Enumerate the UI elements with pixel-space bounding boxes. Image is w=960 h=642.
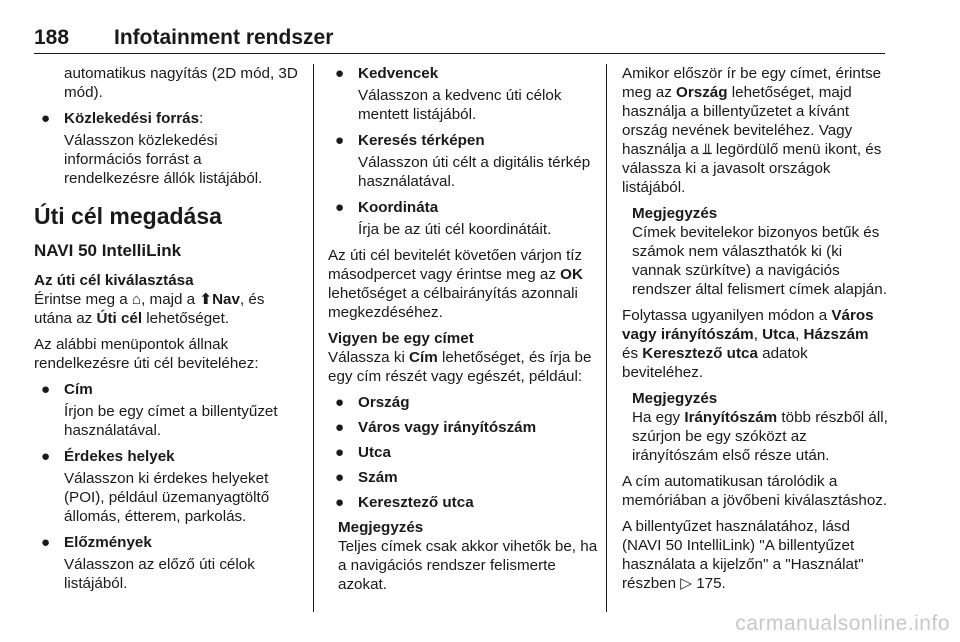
text-run: lehetőséget, és írja be egy cím részét vagy egészét, például: [328, 349, 592, 385]
bullet-icon: ● [335, 132, 345, 149]
cim-label: Cím [409, 349, 438, 366]
text-run: . [721, 575, 726, 592]
text-run: adatok beviteléhez. [622, 345, 808, 381]
note-text: Teljes címek csak akkor vihetők be, ha a navigációs rendszer felismerte azokat. [338, 538, 598, 593]
nav-label: Nav [212, 291, 240, 308]
item-desc: Írjon be egy címet a billentyűzet használatával. [64, 403, 278, 439]
bullet-icon: ● [41, 534, 51, 551]
menu-intro: Az alábbi menüpontok állnak rendelkezésre úti cél beviteléhez: [34, 336, 259, 372]
note-box [632, 389, 888, 465]
varos-label: Város vagy irányítószám [622, 307, 874, 343]
bullet-icon: ● [335, 394, 345, 411]
nav-arrow-icon: ⬆ [199, 291, 213, 308]
page-ref-icon: ▷ [680, 575, 692, 592]
column-2 [328, 64, 598, 601]
text-run: Válassza ki [328, 349, 410, 366]
item-term: Előzmények [64, 534, 152, 551]
item-term: Keresés térképen [358, 132, 485, 149]
item-term: Közlekedési forrás [64, 110, 200, 127]
list-item [328, 131, 598, 191]
utca-label: Utca [762, 326, 796, 343]
address-paragraph [328, 329, 598, 386]
list-item [328, 64, 598, 124]
orszag-label: Ország [676, 84, 728, 101]
note-title: Megjegyzés [338, 519, 424, 536]
item-term: Szám [358, 469, 398, 486]
note-title: Megjegyzés [632, 205, 718, 222]
section-title: Az úti cél kiválasztása [34, 272, 194, 289]
text-run: legördülő menü ikont, és válassza ki a javasolt országok listájából. [622, 141, 882, 196]
country-paragraph [622, 64, 888, 197]
item-desc: Válasszon közlekedési információs forrást a rendelkezésre állók listájából. [64, 132, 263, 187]
item-term: Érdekes helyek [64, 448, 175, 465]
page-number: 188 [34, 26, 70, 49]
bullet-icon: ● [335, 469, 345, 486]
item-term: Utca [358, 444, 391, 461]
text-run: , és utána az [34, 291, 265, 327]
page-header [34, 18, 884, 54]
note-box [338, 518, 598, 594]
item-desc: Válasszon a kedvenc úti célok mentett listájából. [358, 87, 562, 123]
list-item [328, 468, 598, 487]
page-title: Infotainment rendszer [114, 26, 334, 49]
text-run: , [795, 326, 804, 343]
list-item [34, 109, 299, 188]
column-divider [606, 64, 607, 612]
list-item [34, 447, 299, 526]
list-item [328, 493, 598, 512]
header-rule [34, 53, 885, 54]
dropdown-icon: ⫫ [703, 141, 712, 158]
bullet-icon: ● [41, 448, 51, 465]
column-3 [622, 64, 888, 600]
list-item [328, 418, 598, 437]
text-run: Folytassa ugyanilyen módon a [622, 307, 832, 324]
bullet-icon: ● [41, 110, 51, 127]
note-title: Megjegyzés [632, 390, 718, 407]
subheading: NAVI 50 IntelliLink [34, 241, 182, 260]
ok-label: OK [560, 266, 583, 283]
text-run: Amikor először ír be egy címet, érintse meg az [622, 65, 882, 101]
hazszam-label: Házszám [803, 326, 869, 343]
text-run: Az úti cél bevitelét követően várjon tíz másodpercet vagy érintse meg az [328, 247, 583, 283]
intro-text: automatikus nagyítás (2D mód, 3D mód). [64, 65, 298, 101]
item-term: Cím [64, 381, 93, 398]
uti-cel-label: Úti cél [96, 310, 143, 327]
column-1 [34, 64, 299, 600]
item-term: Koordináta [358, 199, 439, 216]
text-run: lehetőséget, majd használja a billentyűzetet a kívánt ország nevének beviteléhez. Vagy használja a [622, 84, 853, 158]
column-divider [313, 64, 314, 612]
item-term: Város vagy irányítószám [358, 419, 537, 436]
selection-paragraph [34, 271, 299, 328]
bullet-icon: ● [335, 494, 345, 511]
list-item [328, 393, 598, 412]
after-paragraph [328, 246, 598, 322]
list-item [328, 443, 598, 462]
text-run: több részből áll, szúrjon be egy szóközt az irányítószám első része után. [632, 409, 888, 464]
item-term-suffix: : [199, 110, 204, 127]
item-term: Kedvencek [358, 65, 439, 82]
list-item [34, 533, 299, 593]
text-run: és [622, 345, 643, 362]
section-heading: Úti cél megadása [34, 203, 222, 229]
note-box [632, 204, 888, 299]
kereszt-label: Keresztező utca [642, 345, 758, 362]
text-run: lehetőséget. [142, 310, 230, 327]
text-run: A billentyűzet használatához, lásd (NAVI 50 IntelliLink) "A billentyűzet használata a kijelzőn" a "Használat" részben [622, 518, 864, 592]
item-term: Ország [358, 394, 410, 411]
iranyitoszam-label: Irányítószám [684, 409, 778, 426]
memory-paragraph: A cím automatikusan tárolódik a memóriában a jövőbeni kiválasztáshoz. [622, 473, 888, 509]
page-reference[interactable]: 175 [696, 575, 722, 592]
bullet-icon: ● [335, 419, 345, 436]
bullet-icon: ● [41, 381, 51, 398]
bullet-icon: ● [335, 444, 345, 461]
item-desc: Válasszon ki érdekes helyeket (POI), például üzemanyagtöltő állomás, étterem, parkolás. [64, 470, 270, 525]
text-run: Érintse meg a [34, 291, 132, 308]
note-text: Címek bevitelekor bizonyos betűk és számok nem választhatók ki (ki vannak szürkítve) a navigációs rendszer által felismert címek alapján. [632, 224, 887, 298]
section-title: Vigyen be egy címet [328, 330, 474, 347]
item-desc: Válasszon az előző úti célok listájából. [64, 556, 255, 592]
list-item [34, 380, 299, 440]
watermark: carmanualsonline.info [735, 612, 950, 635]
text-run: Ha egy [632, 409, 685, 426]
text-run: , majd a [141, 291, 200, 308]
bullet-icon: ● [335, 199, 345, 216]
text-run: , [753, 326, 763, 343]
text-run: lehetőséget a célbairányítás azonnali megkezdéséhez. [328, 285, 578, 321]
bullet-icon: ● [335, 65, 345, 82]
item-desc: Írja be az úti cél koordinátáit. [358, 221, 552, 238]
home-icon: ⌂ [131, 291, 142, 308]
continue-paragraph [622, 306, 888, 382]
item-term: Keresztező utca [358, 494, 474, 511]
list-item [328, 198, 598, 239]
keyboard-paragraph [622, 517, 888, 593]
item-desc: Válasszon úti célt a digitális térkép használatával. [358, 154, 591, 190]
